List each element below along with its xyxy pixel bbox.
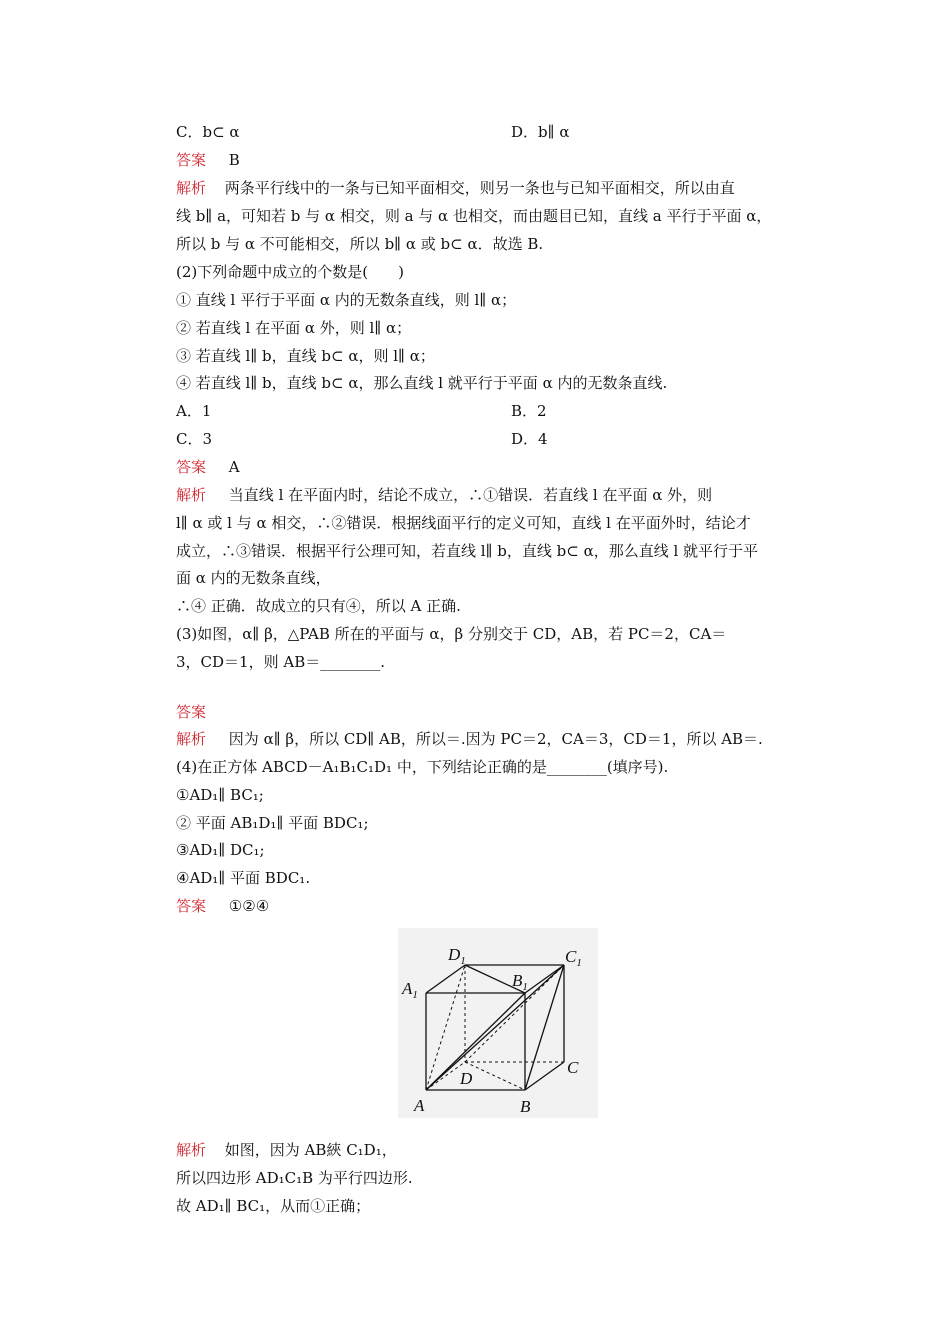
cube-figure xyxy=(398,928,598,1118)
q4-item-2: ② 平面 AB₁D₁∥ 平面 BDC₁; xyxy=(176,814,369,832)
label-d: D xyxy=(460,1069,473,1088)
q4-item-1: ①AD₁∥ BC₁; xyxy=(176,786,264,804)
answer-value: A xyxy=(228,458,240,476)
q2-answer xyxy=(176,457,240,477)
label-c: C xyxy=(567,1058,579,1077)
answer-value: B xyxy=(228,151,240,169)
q2-stem: (2)下列命题中成立的个数是( ) xyxy=(176,263,404,281)
answer-label: 答案 xyxy=(176,897,207,915)
q3-answer-label: 答案 xyxy=(176,703,207,721)
analysis-label: 解析 xyxy=(176,179,207,197)
answer-label: 答案 xyxy=(176,458,207,476)
label-d1: $D_1$ xyxy=(448,945,466,967)
q2-option-b: B．2 xyxy=(511,402,547,420)
q2-analysis-line1 xyxy=(176,485,712,505)
q2-option-a: A．1 xyxy=(176,402,212,420)
analysis-label: 解析 xyxy=(176,730,207,748)
q2-item-3: ③ 若直线 l∥ b，直线 b⊂ α，则 l∥ α； xyxy=(176,347,435,365)
label-c1: $C_1$ xyxy=(565,947,582,969)
label-a1: $A_1$ xyxy=(402,979,418,1001)
q1-answer xyxy=(176,150,240,170)
q2-analysis-line4: 面 α 内的无数条直线， xyxy=(176,569,331,587)
q4-answer xyxy=(176,896,269,916)
label-b: B xyxy=(520,1097,531,1116)
label-a: A xyxy=(414,1096,425,1115)
q1-option-c: C．b⊂ α xyxy=(176,123,240,141)
q2-item-1: ① 直线 l 平行于平面 α 内的无数条直线，则 l∥ α； xyxy=(176,291,517,309)
q4-item-3: ③AD₁∥ DC₁; xyxy=(176,841,265,859)
q2-analysis-line5: ∴④ 正确．故成立的只有④，所以 A 正确. xyxy=(176,597,461,615)
q3-stem-line1: (3)如图，α∥ β，△PAB 所在的平面与 α，β 分别交于 CD，AB，若 PC＝2，CA＝ xyxy=(176,625,727,643)
analysis-text: 当直线 l 在平面内时，结论不成立，∴①错误．若直线 l 在平面 α 外，则 xyxy=(228,486,713,504)
answer-label: 答案 xyxy=(176,151,207,169)
q2-option-c: C．3 xyxy=(176,430,213,448)
q2-option-d: D．4 xyxy=(511,430,548,448)
analysis-label: 解析 xyxy=(176,1141,207,1159)
q2-item-4: ④ 若直线 l∥ b，直线 b⊂ α，那么直线 l 就平行于平面 α 内的无数条直线. xyxy=(176,374,668,392)
q1-analysis-line3: 所以 b 与 α 不可能相交，所以 b∥ α 或 b⊂ α．故选 B. xyxy=(176,235,544,253)
q1-option-d: D．b∥ α xyxy=(511,123,570,141)
analysis-text: 因为 α∥ β，所以 CD∥ AB，所以＝.因为 PC＝2，CA＝3，CD＝1，所以 AB＝. xyxy=(228,730,763,748)
q4-analysis-line2: 所以四边形 AD₁C₁B 为平行四边形. xyxy=(176,1169,413,1187)
q2-analysis-line3: 成立，∴③错误．根据平行公理可知，若直线 l∥ b，直线 b⊂ α，那么直线 l 就平行于平 xyxy=(176,542,759,560)
q4-item-4: ④AD₁∥ 平面 BDC₁. xyxy=(176,869,311,887)
q3-analysis xyxy=(176,729,763,749)
label-b1: $B_1$ xyxy=(512,971,528,993)
analysis-text: 如图，因为 AB綊 C₁D₁， xyxy=(224,1141,397,1159)
q2-analysis-line2: l∥ α 或 l 与 α 相交，∴②错误．根据线面平行的定义可知，直线 l 在平面外时，结论才 xyxy=(176,514,751,532)
q1-analysis-line1 xyxy=(176,178,735,198)
q2-item-2: ② 若直线 l 在平面 α 外，则 l∥ α； xyxy=(176,319,412,337)
q4-analysis-line1 xyxy=(176,1140,397,1160)
analysis-label: 解析 xyxy=(176,486,207,504)
q1-analysis-line2: 线 b∥ a，可知若 b 与 α 相交，则 a 与 α 也相交，而由题目已知，直线 a 平行于平面 α， xyxy=(176,207,772,225)
analysis-text: 两条平行线中的一条与已知平面相交，则另一条也与已知平面相交，所以由直 xyxy=(224,179,735,197)
q3-stem-line2: 3，CD＝1，则 AB＝________. xyxy=(176,653,385,671)
q4-stem: (4)在正方体 ABCD－A₁B₁C₁D₁ 中，下列结论正确的是________(填序号). xyxy=(176,758,669,776)
q4-analysis-line3: 故 AD₁∥ BC₁，从而①正确； xyxy=(176,1197,371,1215)
answer-value: ①②④ xyxy=(228,897,270,915)
